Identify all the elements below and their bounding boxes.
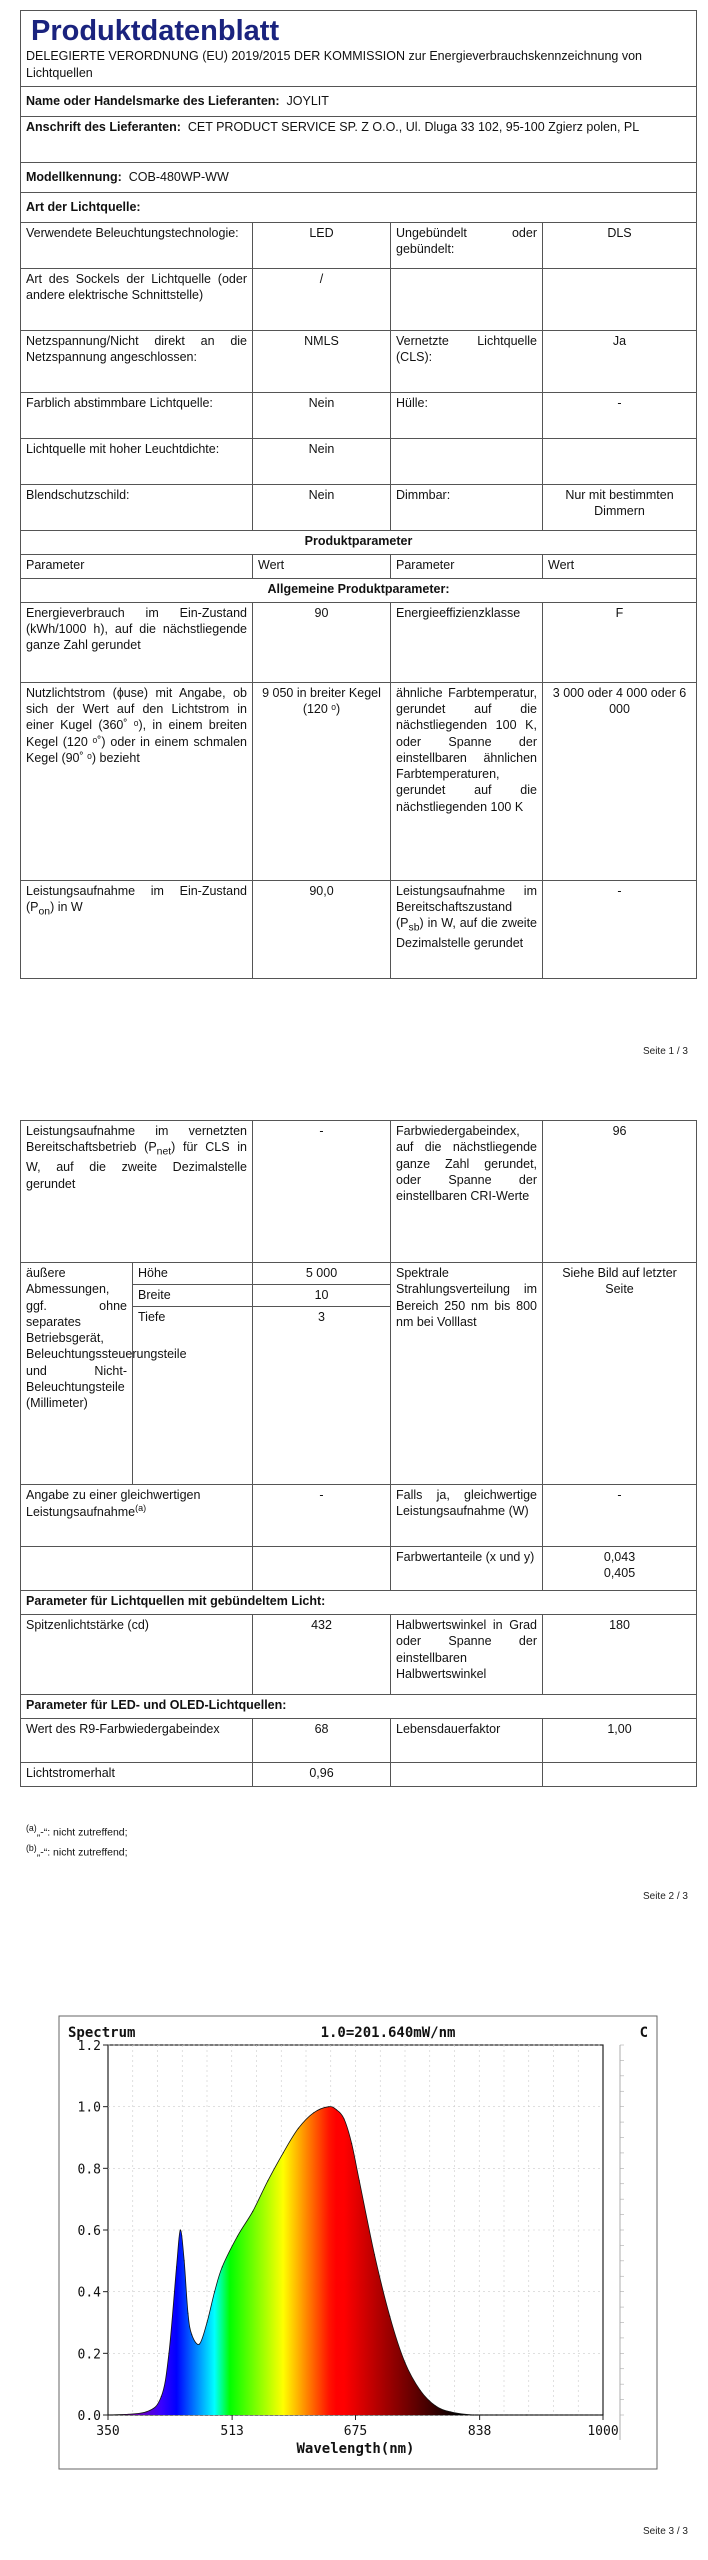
dimmable-label: Dimmbar: [391, 484, 543, 530]
equivalent-power-watt-value: - [543, 1485, 697, 1547]
footnote-a: $^{(a)}$„-“: nicht zutreffend; [26, 1823, 128, 1839]
cct-label: ähnliche Farbtemperatur, gerundet auf die nächstliegenden 100 K, oder Spanne der einstellbaren ähnlichen Farbtemperaturen, gerundet auf die nächstliegenden 100 K [391, 682, 543, 880]
table-row [21, 1121, 697, 1263]
luminous-flux-value: 9 050 in breiter Kegel (120 ᵒ) [253, 682, 391, 880]
table-row [21, 484, 697, 530]
depth-label: Tiefe [133, 1307, 253, 1485]
address-value: CET PRODUCT SERVICE SP. Z O.O., Ul. Dluga 33 102, 95-100 Zgierz polen, PL [187, 119, 640, 134]
energy-consumption-value: 90 [253, 602, 391, 682]
spectrum-data-point [222, 2266, 223, 2267]
empty-cell [391, 438, 543, 484]
product-params-header: Produktparameter [21, 530, 697, 554]
empty-cell [391, 1763, 543, 1787]
spectral-distribution-label: Spektrale Strahlungsverteilung im Bereich 250 nm bis 800 nm bei Volllast [391, 1263, 543, 1485]
mains-label: Netzspannung/Nicht direkt an die Netzspannung angeschlossen: [21, 330, 253, 392]
x-axis-label: Wavelength(nm) [296, 2441, 415, 2457]
spectrum-data-point [351, 2143, 352, 2144]
table-row [21, 1547, 697, 1591]
led-oled-header: Parameter für LED- und OLED-Lichtquellen: [21, 1695, 697, 1719]
spectrum-data-point [496, 2414, 497, 2415]
table-row [21, 268, 697, 330]
spectrum-data-point [187, 2313, 188, 2314]
tunable-label: Farblich abstimmbare Lichtquelle: [21, 392, 253, 438]
tech-label: Verwendete Beleuchtungstechnologie: [21, 222, 253, 268]
lumen-maintenance-label: Lichtstromerhalt [21, 1763, 253, 1787]
supplier-name-row [21, 86, 697, 116]
spectrum-data-point [313, 2112, 314, 2113]
table-row [21, 1263, 697, 1285]
spectrum-chart [58, 2015, 658, 2470]
lumen-maintenance-value: 0,96 [253, 1763, 391, 1787]
table-row [21, 438, 697, 484]
efficiency-class-value: F [543, 602, 697, 682]
beam-angle-label: Halbwertswinkel in Grad oder Spanne der einstellbaren Halbwertswinkel [391, 1615, 543, 1695]
socket-value: / [253, 268, 391, 330]
envelope-label: Hülle: [391, 392, 543, 438]
page-title: Produktdatenblatt [31, 15, 280, 47]
spectrum-data-point [283, 2152, 284, 2153]
cct-value: 3 000 oder 4 000 oder 6 000 [543, 682, 697, 880]
mains-value: NMLS [253, 330, 391, 392]
table-header-row [21, 554, 697, 578]
networked-standby-value: - [253, 1121, 391, 1263]
envelope-value: - [543, 392, 697, 438]
x-tick-label: 513 [220, 2424, 244, 2439]
efficiency-class-label: Energieeffizienzklasse [391, 602, 543, 682]
spectrum-data-point [184, 2260, 185, 2261]
luminous-flux-label: Nutzlichtstrom (ɸuse) mit Angabe, ob sich der Wert auf den Lichtstrom in einer Kugel (360˚ ᵒ), in einem breiten Kegel (120 ᵒ˚) oder in einem schmalen Kegel (90˚ ᵒ) bezieht [21, 682, 253, 880]
supplier-name-value: JOYLIT [286, 94, 329, 109]
bundled-light-header: Parameter für Lichtquellen mit gebündeltem Licht: [21, 1591, 697, 1615]
spectrum-data-point [328, 2106, 329, 2107]
product-datasheet-table-continued [20, 1120, 697, 1787]
spectrum-data-point [298, 2128, 299, 2129]
cls-label: Vernetzte Lichtquelle (CLS): [391, 330, 543, 392]
empty-cell [21, 1547, 253, 1591]
address-label: Anschrift des Lieferanten: [26, 119, 181, 134]
spectrum-data-point [435, 2405, 436, 2406]
light-source-type-header: Art der Lichtquelle: [21, 192, 697, 222]
page-3 [0, 1930, 708, 2560]
model-row [21, 162, 697, 192]
x-tick-label: 1000 [587, 2424, 619, 2439]
table-row [21, 1763, 697, 1787]
spectrum-data-point [420, 2390, 421, 2391]
y-tick-label: 0.8 [77, 2162, 101, 2178]
y-tick-label: 1.0 [77, 2100, 101, 2116]
empty-cell [543, 438, 697, 484]
x-tick-label: 675 [343, 2424, 368, 2439]
spectrum-data-point [252, 2211, 253, 2212]
y-tick-label: 0.4 [77, 2285, 101, 2301]
chart-annotation: 1.0=201.640mW/nm [320, 2025, 456, 2041]
supplier-address-row [21, 116, 697, 162]
high-luminance-value: Nein [253, 438, 391, 484]
peak-intensity-label: Spitzenlichtstärke (cd) [21, 1615, 253, 1695]
r9-value: 68 [253, 1719, 391, 1763]
empty-cell [543, 268, 697, 330]
y-tick-label: 0.2 [77, 2347, 101, 2363]
regulation-text: DELEGIERTE VERORDNUNG (EU) 2019/2015 DER KOMMISSION zur Energieverbrauchskennzeichnung von Lichtquellen [26, 49, 642, 80]
empty-cell [543, 1763, 697, 1787]
high-luminance-label: Lichtquelle mit hoher Leuchtdichte: [21, 438, 253, 484]
width-value: 10 [253, 1285, 391, 1307]
spectrum-data-point [180, 2229, 181, 2230]
spectrum-data-point [168, 2353, 169, 2354]
header-cell [21, 11, 697, 87]
spectrum-chart-svg [58, 2015, 658, 2470]
col-param-header: Parameter [391, 554, 543, 578]
empty-cell [253, 1547, 391, 1591]
page-number: Seite 2 / 3 [642, 1891, 688, 1902]
footnote-b: $^{(b)}$„-“: nicht zutreffend; [26, 1843, 128, 1859]
networked-standby-label: Leistungsaufnahme im vernetzten Bereitschaftsbetrieb $(P_{net})$ für CLS in W, auf die zweite Dezimalstelle gerundet [21, 1121, 253, 1263]
spectrum-data-point [473, 2414, 474, 2415]
y-tick-label: 1.2 [77, 2039, 101, 2054]
col-param-header: Parameter [21, 554, 253, 578]
anti-glare-label: Blendschutzschild: [21, 484, 253, 530]
cri-value: 96 [543, 1121, 697, 1263]
bundling-label: Ungebündelt oder gebündelt: [391, 222, 543, 268]
y-tick-label: 0.0 [77, 2409, 101, 2424]
chromaticity-label: Farbwertanteile (x und y) [391, 1547, 543, 1591]
page-number: Seite 3 / 3 [642, 2526, 688, 2537]
spectrum-data-point [237, 2236, 238, 2237]
beam-angle-value: 180 [543, 1615, 697, 1695]
spectrum-data-point [206, 2322, 207, 2323]
on-mode-power-value: 90,0 [253, 880, 391, 978]
spectrum-data-point [146, 2411, 147, 2412]
page-number: Seite 1 / 3 [642, 1046, 688, 1057]
spectrum-data-point [526, 2414, 527, 2415]
spectrum-data-point [267, 2180, 268, 2181]
on-mode-power-label: Leistungsaufnahme im Ein-Zustand $(P_{on})$ in W [21, 880, 253, 978]
spectrum-data-point [389, 2316, 390, 2317]
spectrum-data-point [450, 2411, 451, 2412]
height-label: Höhe [133, 1263, 253, 1285]
page-2 [0, 1075, 708, 1930]
spectrum-data-point [374, 2254, 375, 2255]
dimmable-value: Nur mit bestimmten Dimmern [543, 484, 697, 530]
x-tick-label: 350 [96, 2424, 120, 2439]
table-row [21, 330, 697, 392]
width-label: Breite [133, 1285, 253, 1307]
socket-label: Art des Sockels der Lichtquelle (oder andere elektrische Schnittstelle) [21, 268, 253, 330]
model-label: Modellkennung: [26, 170, 122, 185]
equivalent-power-value: - [253, 1485, 391, 1547]
spectral-distribution-value: Siehe Bild auf letzter Seite [543, 1263, 697, 1485]
survival-factor-label: Lebensdauerfaktor [391, 1719, 543, 1763]
table-row [21, 1485, 697, 1547]
table-row [21, 392, 697, 438]
general-params-header: Allgemeine Produktparameter: [21, 578, 697, 602]
spectrum-data-point [191, 2334, 192, 2335]
x-tick-label: 838 [467, 2424, 492, 2439]
tunable-value: Nein [253, 392, 391, 438]
standby-power-label: Leistungsaufnahme im Bereitschaftszustand $(P_{sb})$ in W, auf die zweite Dezimalstelle gerundet [391, 880, 543, 978]
col-value-header: Wert [253, 554, 391, 578]
spectrum-data-point [176, 2266, 177, 2267]
spectrum-data-point [359, 2180, 360, 2181]
anti-glare-value: Nein [253, 484, 391, 530]
product-datasheet-table [20, 10, 697, 979]
standby-power-value: - [543, 880, 697, 978]
energy-consumption-label: Energieverbrauch im Ein-Zustand (kWh/1000 h), auf die nächstliegende ganze Zahl gerundet [21, 602, 253, 682]
spectrum-data-point [404, 2362, 405, 2363]
spectrum-data-point [344, 2118, 345, 2119]
r9-label: Wert des R9-Farbwiedergabeindex [21, 1719, 253, 1763]
col-value-header: Wert [543, 554, 697, 578]
tech-value: LED [253, 222, 391, 268]
model-value: COB-480WP-WW [128, 170, 229, 185]
spectrum-data-point [336, 2109, 337, 2110]
depth-value: 3 [253, 1307, 391, 1485]
table-row [21, 222, 697, 268]
chart-corner-mark: C [639, 2025, 648, 2041]
chromaticity-value: 0,043 0,405 [543, 1547, 697, 1591]
equivalent-power-watt-label: Falls ja, gleichwertige Leistungsaufnahme (W) [391, 1485, 543, 1547]
empty-cell [391, 268, 543, 330]
spectrum-data-point [161, 2396, 162, 2397]
page-1 [0, 0, 708, 1075]
table-row [21, 880, 697, 978]
height-value: 5 000 [253, 1263, 391, 1285]
survival-factor-value: 1,00 [543, 1719, 697, 1763]
cls-value: Ja [543, 330, 697, 392]
cri-label: Farbwiedergabeindex, auf die nächstliegende ganze Zahl gerundet, oder Spanne der einstellbaren CRI-Werte [391, 1121, 543, 1263]
table-row [21, 682, 697, 880]
supplier-name-label: Name oder Handelsmarke des Lieferanten: [26, 94, 280, 109]
spectrum-data-point [214, 2291, 215, 2292]
chart-title: Spectrum [68, 2025, 136, 2041]
table-row [21, 602, 697, 682]
peak-intensity-value: 432 [253, 1615, 391, 1695]
bundling-value: DLS [543, 222, 697, 268]
table-row [21, 1719, 697, 1763]
y-tick-label: 0.6 [77, 2224, 101, 2239]
table-row [21, 1615, 697, 1695]
spectrum-data-point [199, 2344, 200, 2345]
dimensions-label: äußere Abmessungen, ggf. ohne separates Betriebsgerät, Beleuchtungssteuerungsteile und Nicht-Beleuchtungsteile (Millimeter) [21, 1263, 133, 1485]
equivalent-power-label: Angabe zu einer gleichwertigen Leistungsaufnahme$^{(a)}$ [21, 1485, 253, 1547]
